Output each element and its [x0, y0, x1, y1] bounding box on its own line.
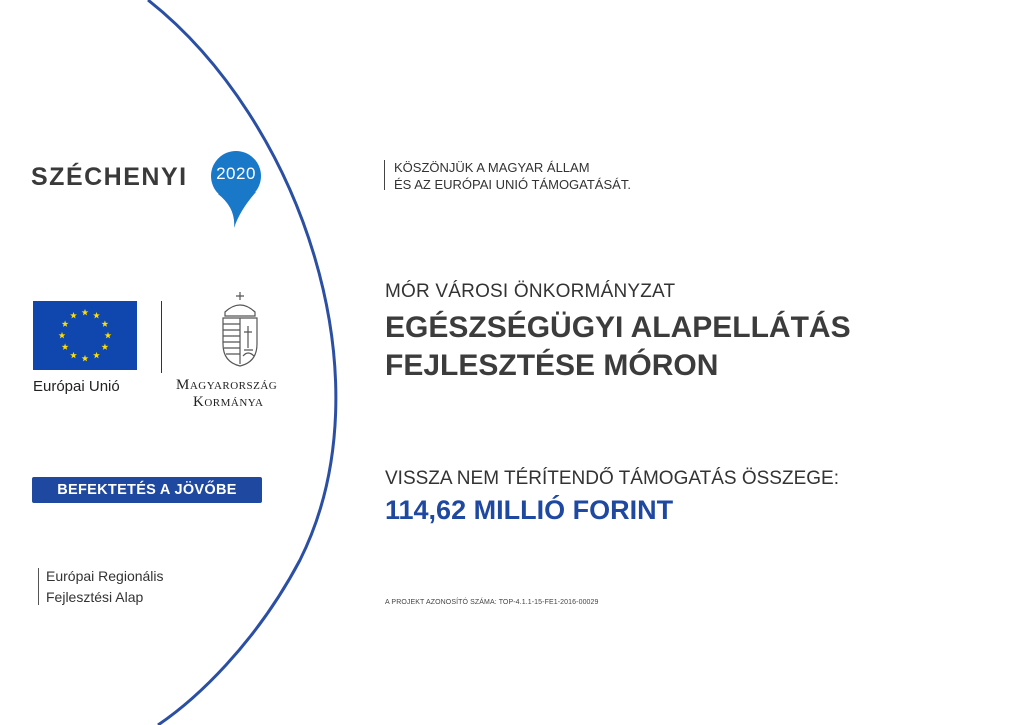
logo-divider [161, 301, 162, 373]
thanks-divider [384, 160, 385, 190]
project-id: A PROJEKT AZONOSÍTÓ SZÁMA: TOP-4.1.1-15-FE1-2016-00029 [385, 599, 599, 606]
thanks-line2: ÉS AZ EURÓPAI UNIÓ TÁMOGATÁSÁT. [394, 177, 631, 192]
eu-flag-icon [33, 301, 137, 370]
fund-divider [38, 568, 39, 605]
hungarian-crest-icon [217, 290, 263, 368]
szechenyi-year: 2020 [216, 164, 256, 183]
eu-label: Európai Unió [33, 378, 120, 395]
thanks-line1: KÖSZÖNJÜK A MAGYAR ÁLLAM [394, 160, 590, 175]
szechenyi-logo-text: SZÉCHENYI [31, 163, 188, 191]
beneficiary-name: MÓR VÁROSI ÖNKORMÁNYZAT [385, 281, 676, 302]
fund-name-line2: Fejlesztési Alap [46, 589, 144, 605]
project-title-line2: FEJLESZTÉSE MÓRON [385, 349, 719, 382]
fund-name-line1: Európai Regionális [46, 568, 164, 584]
investment-banner: BEFEKTETÉS A JÖVŐBE [32, 477, 262, 503]
grant-label: VISSZA NEM TÉRÍTENDŐ TÁMOGATÁS ÖSSZEGE: [385, 468, 839, 489]
szechenyi-pin-icon [204, 150, 268, 230]
project-title-line1: EGÉSZSÉGÜGYI ALAPELLÁTÁS [385, 311, 851, 344]
government-label-line2: Kormánya [193, 394, 264, 410]
grant-amount: 114,62 MILLIÓ FORINT [385, 495, 674, 525]
government-label-line1: Magyarország [176, 377, 278, 393]
